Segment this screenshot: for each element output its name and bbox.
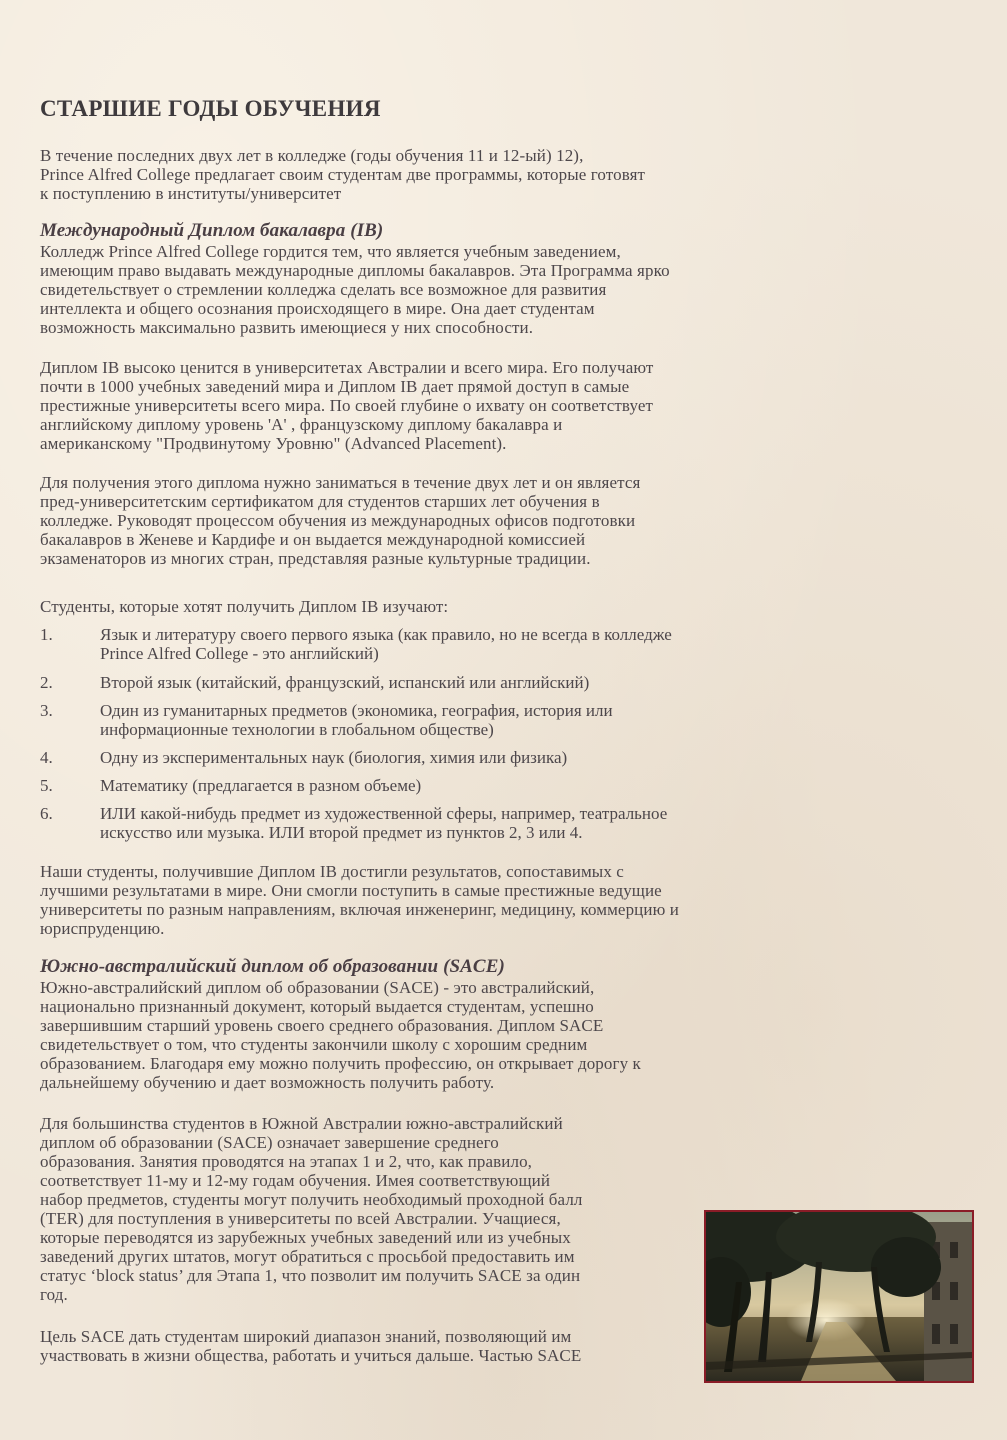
- intro-paragraph: В течение последних двух лет в колледже (годы обучения 11 и 12-ый) 12), Prince Alfred College предлагает своим студентам две программы, которые готовят к поступлению в институты/университет: [40, 146, 646, 203]
- ib-paragraph-4: Наши студенты, получившие Диплом IB достигли результатов, сопоставимых с лучшими результатами в мире. Они смогли поступить в самые престижные ведущие университеты по разным направлениям, включая инженеринг, медицину, коммерцию и юриспруденцию.: [40, 862, 679, 938]
- ib-paragraph-3: Для получения этого диплома нужно заниматься в течение двух лет и он является пред-университетским сертификатом для студентов старших лет обучения в колледже. Руководят процессом обучения из международных офисов подготовки бакалавров в Женеве и Кардифе и он выдается международной комиссией экзаменаторов из многих стран, представляя разные культурные традиции.: [40, 473, 641, 568]
- ib-list-intro: Студенты, которые хотят получить Диплом IB изучают:: [40, 597, 449, 616]
- list-item-text: Второй язык (китайский, французский, испанский или английский): [100, 673, 590, 692]
- list-item-number: 4.: [40, 748, 53, 767]
- list-item-number: 2.: [40, 673, 53, 692]
- page-title: СТАРШИЕ ГОДЫ ОБУЧЕНИЯ: [40, 96, 381, 121]
- campus-photo: [704, 1210, 974, 1383]
- list-item-number: 3.: [40, 701, 53, 720]
- sace-paragraph-2: Для большинства студентов в Южной Австралии южно-австралийский диплом об образовании (SACE) означает завершение среднего образования. Занятия проводятся на этапах 1 и 2, что, как правило, соответствует 11-му и 12-му годам обучения. Имея соответствующий набор предметов, студенты могут получить необходимый проходной балл (TER) для поступления в университеты по всей Австралии. Учащиеся, которые переводятся из зарубежных учебных заведений или из учебных заведений других штатов, могут обратиться с просьбой предоставить им статус ‘block status’ для Этапа 1, что позволит им получить SACE за один год.: [40, 1114, 583, 1304]
- ib-paragraph-1: Колледж Prince Alfred College гордится тем, что является учебным заведением, имеющим право выдавать международные дипломы бакалавров. Эта Программа ярко свидетельствует о стремлении колледжа сделать все возможное для развития интеллекта и общего осознания происходящего в мире. Она дает студентам возможность максимально развить имеющиеся у них способности.: [40, 242, 670, 337]
- list-item-number: 5.: [40, 776, 53, 795]
- list-item-text: Математику (предлагается в разном объеме): [100, 776, 422, 795]
- tree-lined-path-image: [706, 1212, 972, 1381]
- list-item-text: Один из гуманитарных предметов (экономика, география, история или информационные технологии в глобальном обществе): [100, 701, 613, 739]
- list-item-number: 1.: [40, 625, 53, 644]
- ib-paragraph-2: Диплом IB высоко ценится в университетах Австралии и всего мира. Его получают почти в 1000 учебных заведений мира и Диплом IB дает прямой доступ в самые престижные университеты всего мира. По своей глубине о ихвату он соответствует английскому диплому уровень 'А' , французскому диплому бакалавра и американскому "Продвинутому Уровню" (Advanced Placement).: [40, 358, 654, 453]
- list-item-text: Язык и литературу своего первого языка (как правило, но не всегда в колледже Prince Alfred College - это английский): [100, 625, 672, 663]
- sace-paragraph-1: Южно-австралийский диплом об образовании (SACE) - это австралийский, национально признанный документ, который выдается студентам, успешно завершившим старший уровень своего среднего образования. Диплом SACE свидетельствует о том, что студенты закончили школу с хорошим средним образованием. Благодаря ему можно получить профессию, он открывает дорогу к дальнейшему обучению и дает возможность получить работу.: [40, 978, 641, 1092]
- ib-section-heading: Международный Диплом бакалавра (IB): [40, 220, 384, 241]
- list-item-number: 6.: [40, 804, 53, 823]
- list-item-text: ИЛИ какой-нибудь предмет из художественной сферы, например, театральное искусство или музыка. ИЛИ второй предмет из пунктов 2, 3 или 4.: [100, 804, 668, 842]
- sace-paragraph-3: Цель SACE дать студентам широкий диапазон знаний, позволяющий им участвовать в жизни общества, работать и учиться дальше. Частью SACE: [40, 1327, 582, 1365]
- sace-section-heading: Южно-австралийский диплом об образовании (SACE): [40, 956, 505, 977]
- list-item-text: Одну из экспериментальных наук (биология, химия или физика): [100, 748, 568, 767]
